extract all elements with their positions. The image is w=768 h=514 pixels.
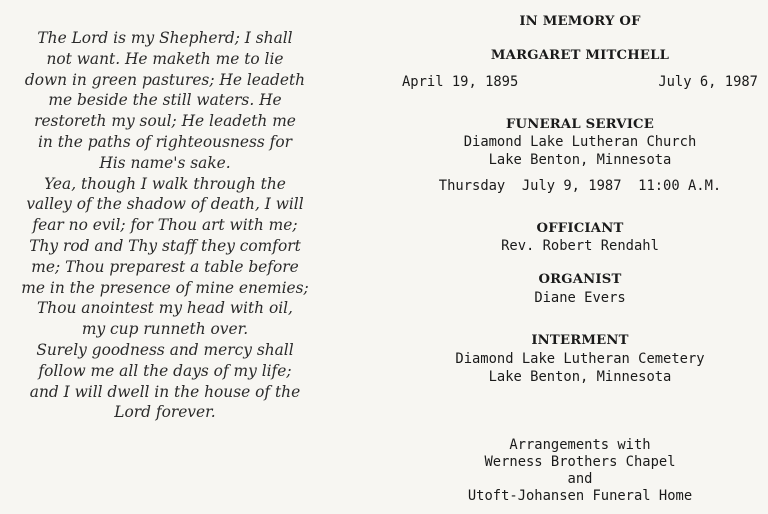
psalm-line: restoreth my soul; He leadeth me	[34, 112, 296, 131]
psalm-23-text	[0, 28, 330, 423]
psalm-line: Lord forever.	[114, 403, 216, 422]
organist-name: Diane Evers	[534, 290, 626, 306]
interment-heading: INTERMENT	[531, 333, 629, 348]
officiant-heading: OFFICIANT	[536, 221, 624, 236]
service-datetime: Thursday July 9, 1987 11:00 A.M.	[438, 178, 722, 194]
psalm-line: in the paths of righteousness for	[37, 132, 293, 151]
deceased-name: MARGARET MITCHELL	[490, 48, 670, 63]
interment-location: Lake Benton, Minnesota	[488, 369, 672, 385]
psalm-line: follow me all the days of my life;	[38, 361, 292, 380]
service-church: Diamond Lake Lutheran Church	[463, 134, 697, 150]
psalm-line: Surely goodness and mercy shall	[36, 340, 294, 359]
death-date: July 6, 1987	[658, 74, 758, 90]
psalm-line: Yea, though I walk through the	[44, 174, 286, 193]
psalm-line: my cup runneth over.	[81, 320, 249, 339]
service-heading: FUNERAL SERVICE	[505, 117, 655, 132]
birth-date: April 19, 1895	[402, 74, 519, 90]
arrangements-and: and	[567, 471, 593, 487]
psalm-line: me beside the still waters. He	[48, 91, 282, 110]
interment-cemetery: Diamond Lake Lutheran Cemetery	[455, 351, 705, 367]
psalm-line: Thy rod and Thy staff they comfort	[29, 236, 301, 255]
psalm-line: and I will dwell in the house of the	[29, 382, 301, 401]
psalm-line: The Lord is my Shepherd; I shall	[37, 29, 293, 47]
psalm-line: Thou anointest my head with oil,	[37, 299, 293, 318]
service-location: Lake Benton, Minnesota	[488, 152, 672, 168]
funeral-home-2: Utoft-Johansen Funeral Home	[467, 488, 693, 504]
psalm-line: valley of the shadow of death, I will	[26, 195, 304, 214]
organist-heading: ORGANIST	[538, 272, 622, 287]
psalm-line: His name's sake.	[99, 153, 231, 172]
life-dates	[402, 74, 758, 90]
psalm-line: not want. He maketh me to lie	[46, 49, 284, 68]
funeral-home-1: Werness Brothers Chapel	[484, 454, 676, 470]
officiant-name: Rev. Robert Rendahl	[501, 238, 659, 254]
psalm-line: me in the presence of mine enemies;	[21, 278, 309, 297]
psalm-line: fear no evil; for Thou art with me;	[32, 216, 298, 235]
memory-heading: IN MEMORY OF	[519, 14, 641, 29]
arrangements-line: Arrangements with	[509, 437, 651, 453]
psalm-line: down in green pastures; He leadeth	[24, 70, 306, 89]
psalm-line: me; Thou preparest a table before	[31, 257, 299, 276]
